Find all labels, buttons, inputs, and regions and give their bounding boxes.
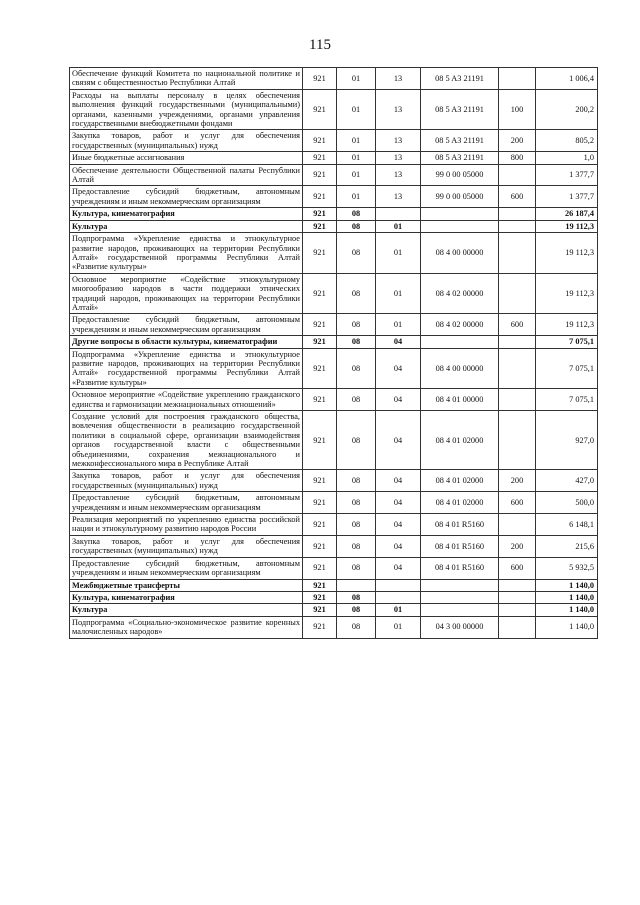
expense-type-code: 200 [499,470,536,492]
target-article-code: 99 0 00 05000 [421,186,499,208]
target-article-code: 08 5 A3 21191 [421,152,499,164]
subsection-code: 04 [376,411,421,470]
row-name: Иные бюджетные ассигнования [70,152,303,164]
expense-type-code [499,336,536,348]
amount: 805,2 [536,130,598,152]
expense-type-code [499,348,536,389]
table-row [70,130,598,152]
ministry-code: 921 [303,220,337,232]
target-article-code: 08 4 02 00000 [421,273,499,314]
ministry-code: 921 [303,273,337,314]
row-name: Основное мероприятие «Содействие укреплению гражданского единства и гармонизации межнациональных отношений» [70,389,303,411]
ministry-code: 921 [303,604,337,616]
target-article-code: 08 4 00 00000 [421,348,499,389]
subsection-code: 01 [376,314,421,336]
table-row [70,273,598,314]
table-row [70,208,598,220]
table-row [70,411,598,470]
table-row [70,514,598,536]
row-name: Подпрограмма «Укрепление единства и этнокультурное развитие народов, проживающих на территории Республики Алтай» государственной программы Республики Алтай «Развитие культуры» [70,348,303,389]
expense-type-code: 600 [499,186,536,208]
amount: 427,0 [536,470,598,492]
target-article-code [421,336,499,348]
ministry-code: 921 [303,514,337,536]
subsection-code: 13 [376,152,421,164]
ministry-code: 921 [303,535,337,557]
ministry-code: 921 [303,470,337,492]
amount: 215,6 [536,535,598,557]
row-name: Расходы на выплаты персоналу в целях обеспечения выполнения функций государственными (муниципальными) органами, казенными учреждениями, органами управления государственными внебюджетными фондами [70,89,303,130]
amount: 19 112,3 [536,314,598,336]
expense-type-code [499,579,536,591]
budget-table-body [70,68,598,639]
ministry-code: 921 [303,336,337,348]
expense-type-code [499,220,536,232]
target-article-code: 08 5 A3 21191 [421,89,499,130]
section-code: 08 [337,514,376,536]
section-code: 01 [337,89,376,130]
ministry-code: 921 [303,557,337,579]
row-name: Закупка товаров, работ и услуг для обеспечения государственных (муниципальных) нужд [70,470,303,492]
row-name: Межбюджетные трансферты [70,579,303,591]
ministry-code: 921 [303,164,337,186]
expense-type-code [499,273,536,314]
ministry-code: 921 [303,616,337,638]
row-name: Культура [70,604,303,616]
row-name: Предоставление субсидий бюджетным, автономным учреждениям и иным некоммерческим организациям [70,314,303,336]
ministry-code: 921 [303,152,337,164]
budget-table [69,67,598,639]
row-name: Обеспечение функций Комитета по национальной политике и связям с общественностью Республики Алтай [70,68,303,90]
amount: 26 187,4 [536,208,598,220]
expense-type-code: 600 [499,557,536,579]
target-article-code: 08 4 01 R5160 [421,514,499,536]
expense-type-code: 600 [499,492,536,514]
amount: 200,2 [536,89,598,130]
expense-type-code: 100 [499,89,536,130]
subsection-code: 13 [376,89,421,130]
row-name: Основное мероприятие «Содействие этнокультурному многообразию народов в части поддержки этнических традиций народов, проживающих на территории Республики Алтай» [70,273,303,314]
expense-type-code [499,616,536,638]
target-article-code: 08 4 01 02000 [421,470,499,492]
ministry-code: 921 [303,68,337,90]
subsection-code: 01 [376,616,421,638]
target-article-code [421,591,499,603]
ministry-code: 921 [303,348,337,389]
subsection-code: 04 [376,348,421,389]
section-code: 01 [337,130,376,152]
target-article-code [421,208,499,220]
section-code: 08 [337,557,376,579]
subsection-code [376,579,421,591]
expense-type-code: 200 [499,130,536,152]
section-code: 08 [337,470,376,492]
section-code: 01 [337,152,376,164]
table-row [70,604,598,616]
subsection-code: 13 [376,68,421,90]
target-article-code: 08 4 01 00000 [421,389,499,411]
target-article-code: 99 0 00 05000 [421,164,499,186]
section-code: 08 [337,591,376,603]
section-code: 08 [337,314,376,336]
table-row [70,389,598,411]
section-code: 01 [337,68,376,90]
section-code: 08 [337,492,376,514]
section-code: 08 [337,348,376,389]
amount: 7 075,1 [536,336,598,348]
subsection-code: 04 [376,557,421,579]
subsection-code: 13 [376,186,421,208]
section-code: 08 [337,535,376,557]
section-code: 08 [337,389,376,411]
amount: 1 140,0 [536,604,598,616]
subsection-code: 04 [376,514,421,536]
row-name: Закупка товаров, работ и услуг для обеспечения государственных (муниципальных) нужд [70,535,303,557]
table-row [70,492,598,514]
row-name: Подпрограмма «Социально-экономическое развитие коренных малочисленных народов» [70,616,303,638]
amount: 19 112,3 [536,273,598,314]
expense-type-code [499,68,536,90]
amount: 7 075,1 [536,348,598,389]
amount: 1,0 [536,152,598,164]
section-code: 01 [337,186,376,208]
row-name: Подпрограмма «Укрепление единства и этнокультурное развитие народов, проживающих на территории Республики Алтай» государственной программы Республики Алтай «Развитие культуры» [70,233,303,274]
table-row [70,186,598,208]
amount: 5 932,5 [536,557,598,579]
amount: 1 140,0 [536,591,598,603]
ministry-code: 921 [303,579,337,591]
row-name: Закупка товаров, работ и услуг для обеспечения государственных (муниципальных) нужд [70,130,303,152]
subsection-code: 01 [376,604,421,616]
subsection-code [376,208,421,220]
section-code: 08 [337,604,376,616]
subsection-code: 04 [376,470,421,492]
ministry-code: 921 [303,130,337,152]
amount: 1 140,0 [536,616,598,638]
row-name: Обеспечение деятельности Общественной палаты Республики Алтай [70,164,303,186]
ministry-code: 921 [303,186,337,208]
amount: 19 112,3 [536,220,598,232]
section-code [337,579,376,591]
subsection-code: 04 [376,535,421,557]
row-name: Культура, кинематография [70,208,303,220]
table-row [70,557,598,579]
table-row [70,68,598,90]
table-row [70,336,598,348]
target-article-code: 08 4 01 02000 [421,411,499,470]
subsection-code: 01 [376,273,421,314]
ministry-code: 921 [303,314,337,336]
section-code: 08 [337,336,376,348]
expense-type-code [499,164,536,186]
table-row [70,616,598,638]
table-row [70,579,598,591]
row-name: Предоставление субсидий бюджетным, автономным учреждениям и иным некоммерческим организациям [70,492,303,514]
target-article-code: 08 5 A3 21191 [421,130,499,152]
section-code: 08 [337,208,376,220]
ministry-code: 921 [303,208,337,220]
subsection-code: 04 [376,336,421,348]
table-row [70,314,598,336]
table-row [70,164,598,186]
target-article-code: 08 4 01 02000 [421,492,499,514]
target-article-code: 04 3 00 00000 [421,616,499,638]
target-article-code: 08 4 01 R5160 [421,535,499,557]
target-article-code [421,220,499,232]
expense-type-code: 600 [499,314,536,336]
subsection-code [376,591,421,603]
table-row [70,152,598,164]
amount: 1 140,0 [536,579,598,591]
table-row [70,220,598,232]
ministry-code: 921 [303,389,337,411]
row-name: Создание условий для построения гражданского общества, вовлечения общественности в реализацию государственной политики в социальной сфере, организации взаимодействия органов государственной власти с общественными объединениями, сохранения межнационального и межконфессионального мира в Республике Алтай [70,411,303,470]
target-article-code: 08 5 A3 21191 [421,68,499,90]
target-article-code [421,604,499,616]
ministry-code: 921 [303,492,337,514]
target-article-code [421,579,499,591]
target-article-code: 08 4 00 00000 [421,233,499,274]
target-article-code: 08 4 02 00000 [421,314,499,336]
amount: 7 075,1 [536,389,598,411]
expense-type-code [499,389,536,411]
expense-type-code: 800 [499,152,536,164]
amount: 1 377,7 [536,164,598,186]
table-row [70,470,598,492]
subsection-code: 13 [376,130,421,152]
ministry-code: 921 [303,591,337,603]
section-code: 08 [337,273,376,314]
expense-type-code [499,208,536,220]
subsection-code: 04 [376,389,421,411]
section-code: 08 [337,411,376,470]
table-row [70,89,598,130]
amount: 500,0 [536,492,598,514]
row-name: Реализация мероприятий по укреплению единства российской нации и этнокультурному развитию народов России [70,514,303,536]
row-name: Предоставление субсидий бюджетным, автономным учреждениям и иным некоммерческим организациям [70,557,303,579]
table-row [70,535,598,557]
amount: 6 148,1 [536,514,598,536]
target-article-code: 08 4 01 R5160 [421,557,499,579]
section-code: 08 [337,616,376,638]
row-name: Другие вопросы в области культуры, кинематографии [70,336,303,348]
amount: 1 377,7 [536,186,598,208]
section-code: 08 [337,233,376,274]
row-name: Предоставление субсидий бюджетным, автономным учреждениям и иным некоммерческим организациям [70,186,303,208]
table-row [70,591,598,603]
subsection-code: 01 [376,233,421,274]
expense-type-code: 200 [499,535,536,557]
subsection-code: 04 [376,492,421,514]
table-row [70,233,598,274]
ministry-code: 921 [303,411,337,470]
ministry-code: 921 [303,89,337,130]
ministry-code: 921 [303,233,337,274]
expense-type-code [499,604,536,616]
table-row [70,348,598,389]
subsection-code: 01 [376,220,421,232]
row-name: Культура, кинематография [70,591,303,603]
subsection-code: 13 [376,164,421,186]
amount: 1 006,4 [536,68,598,90]
expense-type-code [499,233,536,274]
page-number: 115 [309,37,331,53]
row-name: Культура [70,220,303,232]
expense-type-code [499,514,536,536]
amount: 927,0 [536,411,598,470]
expense-type-code [499,591,536,603]
expense-type-code [499,411,536,470]
section-code: 08 [337,220,376,232]
section-code: 01 [337,164,376,186]
amount: 19 112,3 [536,233,598,274]
